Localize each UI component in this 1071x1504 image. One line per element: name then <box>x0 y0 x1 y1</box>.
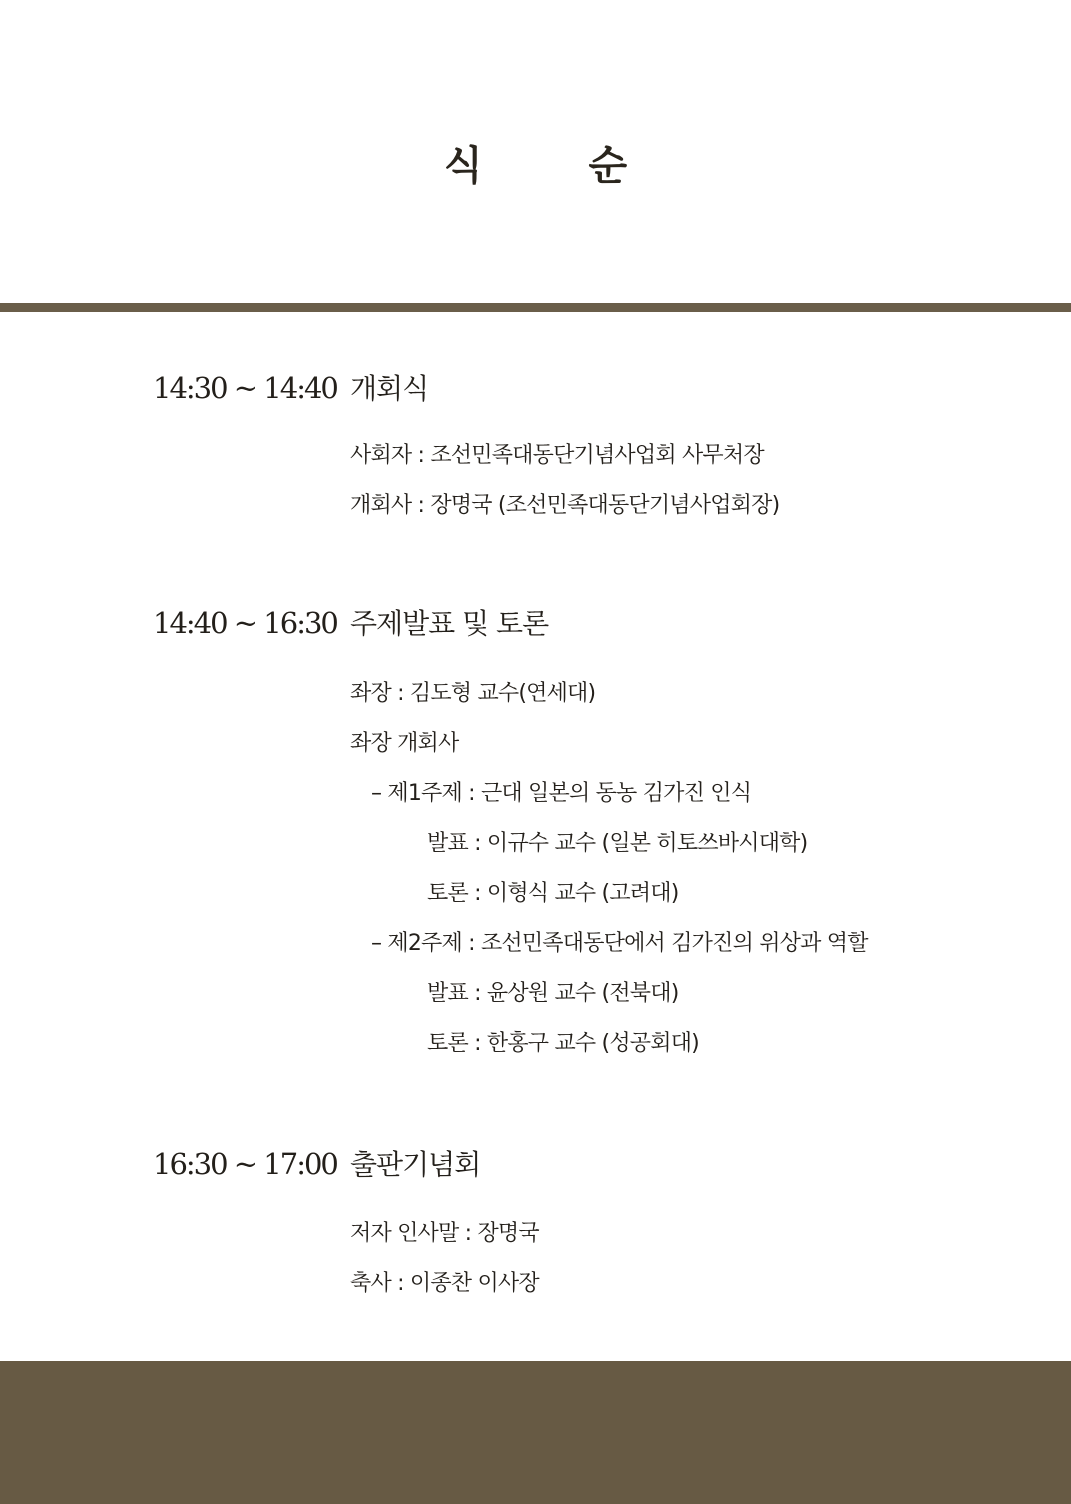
program-line: 좌장 개회사 <box>350 731 459 756</box>
program-line: 토론 : 한홍구 교수 (성공회대) <box>427 1031 699 1056</box>
session-title: 개회식 <box>350 372 429 405</box>
program-line: 저자 인사말 : 장명국 <box>350 1221 539 1246</box>
session-header <box>153 1144 480 1184</box>
page-title: 식 순 <box>443 142 674 189</box>
program-line: 축사 : 이종찬 이사장 <box>350 1271 539 1296</box>
program-line: 사회자 : 조선민족대동단기념사업회 사무처장 <box>350 443 764 468</box>
program-line: 좌장 : 김도형 교수(연세대) <box>350 681 596 706</box>
header-divider <box>0 303 1071 312</box>
footer-band <box>0 1361 1071 1504</box>
topic-line: – 제2주제 : 조선민족대동단에서 김가진의 위상과 역할 <box>371 931 868 956</box>
topic-line: – 제1주제 : 근대 일본의 동농 김가진 인식 <box>371 781 752 806</box>
program-line: 개회사 : 장명국 (조선민족대동단기념사업회장) <box>350 493 780 518</box>
session-header <box>153 603 548 643</box>
session-time: 16:30 ~ 17:00 <box>153 1147 337 1181</box>
session-title: 출판기념회 <box>350 1148 481 1181</box>
program-line: 발표 : 이규수 교수 (일본 히토쓰바시대학) <box>427 831 808 856</box>
program-line: 발표 : 윤상원 교수 (전북대) <box>427 981 679 1006</box>
session-title: 주제발표 및 토론 <box>350 607 549 640</box>
session-header <box>153 368 428 408</box>
program-line: 토론 : 이형식 교수 (고려대) <box>427 881 679 906</box>
session-time: 14:40 ~ 16:30 <box>153 606 337 640</box>
session-time: 14:30 ~ 14:40 <box>153 371 337 405</box>
